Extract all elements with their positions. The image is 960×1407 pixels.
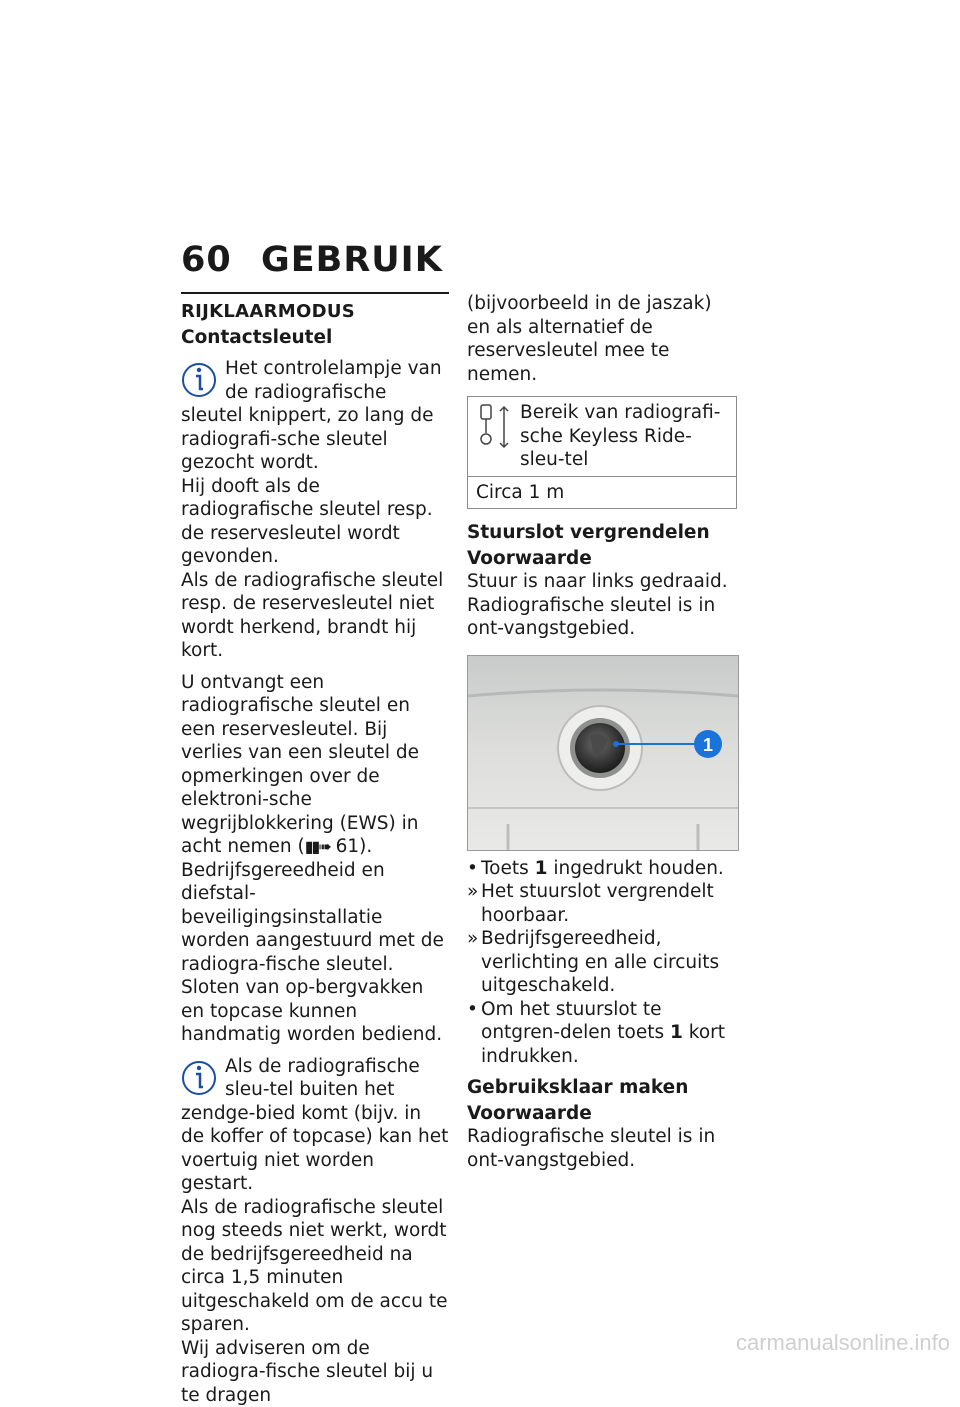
info-icon bbox=[181, 1057, 217, 1099]
info-icon bbox=[181, 359, 217, 401]
info-note-1 bbox=[181, 357, 449, 475]
button-illustration bbox=[468, 656, 738, 850]
paragraph: Bedrijfsgereedheid en diefstal-beveiligingsinstallatie worden aangestuurd met de radiogra-fische sleutel. Sloten van op-bergvakken en topcase kunnen handmatig worden bediend. bbox=[181, 859, 449, 1047]
page-reference-arrow-icon: ▮▮➠ bbox=[305, 835, 330, 859]
result-item: » Bedrijfsgereedheid, verlichting en alle circuits uitgeschakeld. bbox=[467, 927, 737, 998]
prerequisite-label: Voorwaarde bbox=[467, 1102, 737, 1126]
callout-number: 1 bbox=[703, 735, 713, 755]
page-number: 60 bbox=[181, 240, 261, 280]
paragraph: Als de radiografische sleutel nog steeds niet werkt, wordt de bedrijfsgereedheid na circa 1,5 minuten uitgeschakeld om de accu te sparen. bbox=[181, 1196, 449, 1337]
left-column bbox=[181, 292, 449, 1407]
paragraph-continued: (bijvoorbeeld in de jaszak) en als alternatief de reservesleutel mee te nemen. bbox=[467, 292, 737, 386]
step-item: • Toets 1 ingedrukt houden. bbox=[467, 857, 737, 881]
paragraph: Hij dooft als de radiografische sleutel resp. de reservesleutel wordt gevonden. bbox=[181, 475, 449, 569]
paragraph: U ontvangt een radiografische sleutel en een reservesleutel. Bij verlies van een sleutel de opmerkingen over de elektroni-sche wegrijblokkering (EWS) in acht nemen (▮▮➠ 61). bbox=[181, 671, 449, 859]
steering-lock-button-photo bbox=[467, 655, 739, 851]
range-table-value: Circa 1 m bbox=[468, 476, 737, 509]
step-item: • Om het stuurslot te ontgren-delen toets 1 kort indrukken. bbox=[467, 998, 737, 1069]
page-reference-link[interactable]: 61 bbox=[336, 836, 360, 857]
heading-stuurslot: Stuurslot vergrendelen bbox=[467, 521, 737, 545]
prerequisite-label: Voorwaarde bbox=[467, 547, 737, 571]
key-range-icon bbox=[478, 403, 512, 451]
watermark: carmanualsonline.info bbox=[736, 1330, 950, 1356]
note-1-text: Het controlelampje van de radiografische sleutel knippert, zo lang de radiografi-sche sleutel gezocht wordt. bbox=[181, 358, 442, 473]
range-table-header: Bereik van radiografi-sche Keyless Ride-sleu-tel bbox=[468, 397, 737, 477]
section-title: GEBRUIK bbox=[261, 240, 443, 280]
heading-gebruiksklaar: Gebruiksklaar maken bbox=[467, 1076, 737, 1100]
prerequisite-1: Stuur is naar links gedraaid. bbox=[467, 570, 737, 594]
section-heading: RIJKLAARMODUS bbox=[181, 300, 449, 324]
result-item: » Het stuurslot vergrendelt hoorbaar. bbox=[467, 880, 737, 927]
info-note-2 bbox=[181, 1055, 449, 1196]
prerequisite-2: Radiografische sleutel is in ont-vangstgebied. bbox=[467, 594, 737, 641]
right-column bbox=[467, 292, 737, 1172]
page-header bbox=[181, 240, 443, 280]
prerequisite-3: Radiografische sleutel is in ont-vangstgebied. bbox=[467, 1125, 737, 1172]
note-2-text: Als de radiografische sleu-tel buiten het zendge-bied komt (bijv. in de koffer of topcase) kan het voertuig niet worden gestart. bbox=[181, 1056, 448, 1195]
paragraph: Wij adviseren om de radiogra-fische sleutel bij u te dragen bbox=[181, 1337, 449, 1407]
range-table bbox=[467, 396, 737, 509]
subheading-contactsleutel: Contactsleutel bbox=[181, 326, 449, 350]
paragraph: Als de radiografische sleutel resp. de reservesleutel niet wordt herkend, brandt hij kort. bbox=[181, 569, 449, 663]
section-divider bbox=[181, 292, 449, 294]
steps-list bbox=[467, 857, 737, 1069]
